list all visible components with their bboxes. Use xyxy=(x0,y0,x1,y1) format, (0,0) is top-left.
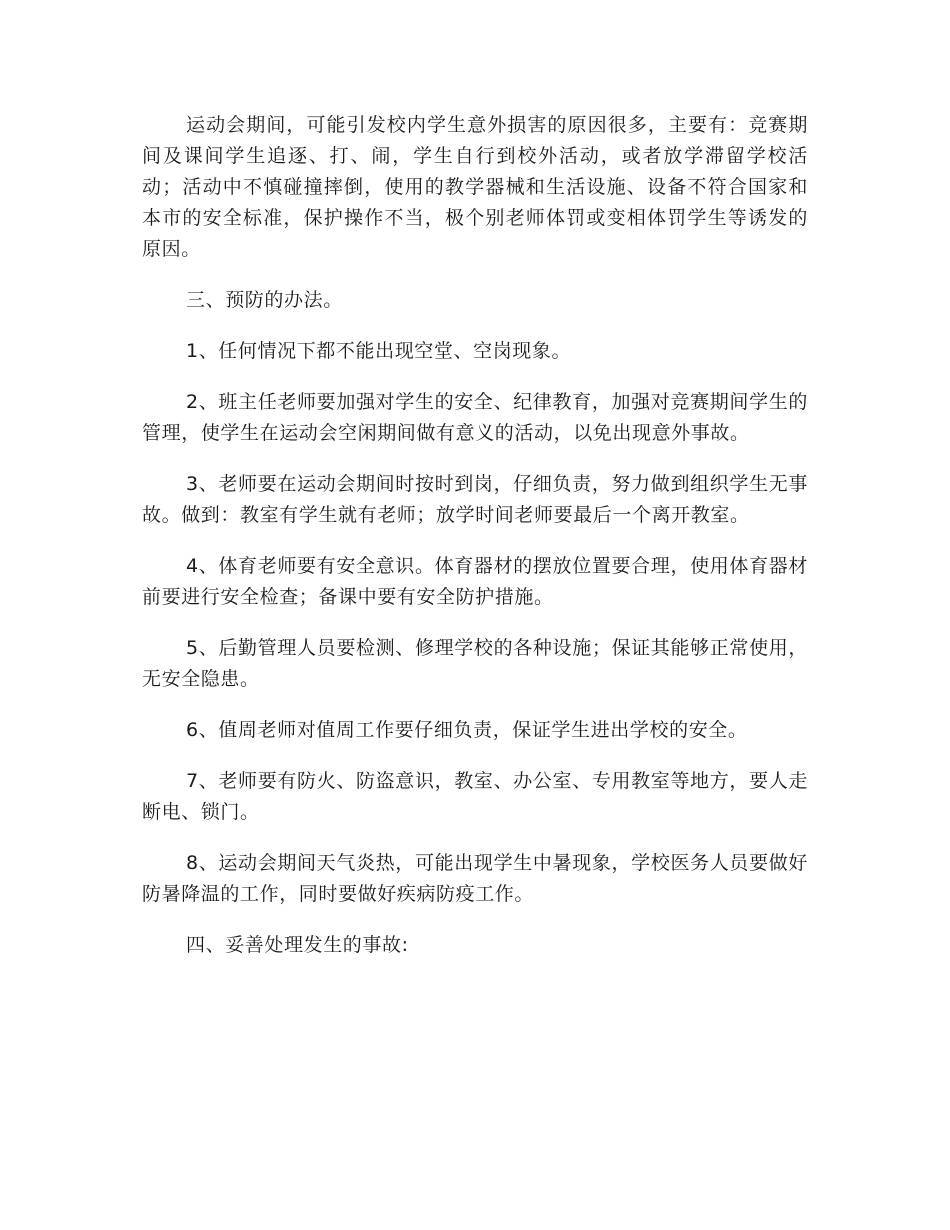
list-item-6: 6、值周老师对值周工作要仔细负责，保证学生进出学校的安全。 xyxy=(186,719,748,741)
list-item-2: 2、班主任老师要加强对学生的安全、纪律教育，加强对竞赛期间学生的管理，使学生在运动会空闲期间做有意义的活动，以免出现意外事故。 xyxy=(142,391,808,444)
list-item-1: 1、任何情况下都不能出现空堂、空岗现象。 xyxy=(186,340,572,362)
list-item-4: 4、体育老师要有安全意识。体育器材的摆放位置要合理，使用体育器材前要进行安全检查；备课中要有安全防护措施。 xyxy=(142,555,808,608)
section-heading-prevention: 三、预防的办法。 xyxy=(186,289,343,311)
paragraph-causes: 运动会期间，可能引发校内学生意外损害的原因很多，主要有：竞赛期间及课间学生追逐、打、闹，学生自行到校外活动，或者放学滞留学校活动；活动中不慎碰撞摔倒，使用的教学器械和生活设施、设备不符合国家和本市的安全标准，保护操作不当，极个别老师体罚或变相体罚学生等诱发的原因。 xyxy=(142,114,808,260)
section-heading-handling: 四、妥善处理发生的事故: xyxy=(186,934,409,956)
list-item-7: 7、老师要有防火、防盗意识，教室、办公室、专用教室等地方，要人走断电、锁门。 xyxy=(142,770,808,823)
list-item-8: 8、运动会期间天气炎热，可能出现学生中暑现象，学校医务人员要做好防暑降温的工作，同时要做好疾病防疫工作。 xyxy=(142,852,808,905)
list-item-3: 3、老师要在运动会期间时按时到岗，仔细负责，努力做到组织学生无事故。做到：教室有学生就有老师；放学时间老师要最后一个离开教室。 xyxy=(142,473,808,526)
document-page xyxy=(142,110,808,981)
list-item-5: 5、后勤管理人员要检测、修理学校的各种设施；保证其能够正常使用，无安全隐患。 xyxy=(142,637,808,690)
